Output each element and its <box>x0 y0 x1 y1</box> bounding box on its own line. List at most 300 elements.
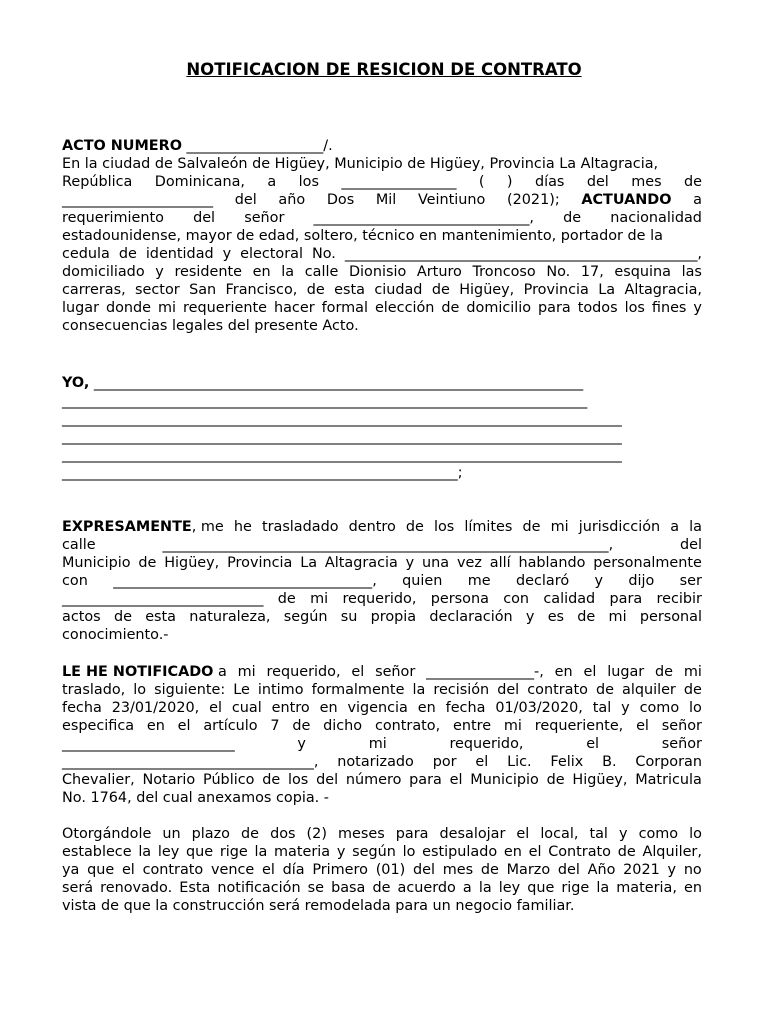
word: cual <box>231 700 262 716</box>
word: de <box>241 826 260 842</box>
word: a <box>693 192 702 208</box>
word: día <box>282 862 305 878</box>
word: Felix <box>550 754 584 770</box>
word: señor <box>244 210 285 226</box>
word: una <box>422 555 450 571</box>
word: ________________________ <box>62 736 235 752</box>
word: del <box>316 772 339 788</box>
word: Dionisio <box>348 264 407 280</box>
word: ___________________________________, <box>62 754 319 770</box>
word: mes <box>442 862 474 878</box>
word: los <box>624 300 645 316</box>
word: lugar <box>62 300 99 316</box>
word: la <box>138 844 152 860</box>
acto-line: estadounidense, mayor de edad, soltero, técnico en mantenimiento, portador de la <box>62 228 663 244</box>
word: para <box>538 300 571 316</box>
word: para <box>409 772 442 788</box>
word: ________________ <box>341 174 457 190</box>
acto-section <box>62 137 702 335</box>
word: ciudad <box>374 282 423 298</box>
word: mi <box>683 664 702 680</box>
word: donde <box>105 300 152 316</box>
acto-paragraph <box>62 155 702 335</box>
word: de <box>522 519 541 535</box>
word: entro <box>271 700 310 716</box>
word: del <box>412 862 435 878</box>
word: requeriente <box>183 300 267 316</box>
word: señor <box>661 718 702 734</box>
word: de <box>113 609 132 625</box>
word: Provincia <box>523 282 589 298</box>
word: notificación <box>217 880 301 896</box>
word: dos <box>270 826 296 842</box>
otorgandole-line <box>62 825 702 843</box>
word: electoral <box>240 246 303 262</box>
word: Provincia <box>227 555 293 571</box>
word: mi <box>237 664 256 680</box>
word: domiciliado <box>62 264 145 280</box>
word: local, <box>540 826 579 842</box>
word: (2) <box>306 826 327 842</box>
word: rige <box>219 844 248 860</box>
word: el <box>121 862 135 878</box>
word: basa <box>331 880 366 896</box>
word: el <box>177 718 191 734</box>
word: Dos <box>326 192 355 208</box>
word: los <box>433 519 455 535</box>
yo-blank-line: ________________________________________________________________________________ <box>62 447 622 463</box>
word: dentro <box>348 519 396 535</box>
word: quien <box>402 573 443 589</box>
acto-line <box>62 263 702 281</box>
word: lo <box>133 682 147 698</box>
word: a <box>670 519 680 535</box>
word: mes <box>631 174 662 190</box>
word: mi <box>368 736 387 752</box>
word: del <box>234 192 257 208</box>
expresamente-section <box>62 518 702 644</box>
word: por <box>432 754 457 770</box>
acto-line <box>62 281 702 299</box>
word: el <box>516 826 530 842</box>
word: intimo <box>257 682 304 698</box>
yo-blank-line: ________________________________________________________________________________ <box>62 411 622 427</box>
word: de <box>683 682 702 698</box>
word: vez <box>456 555 482 571</box>
word: ______________________________________________________________, <box>162 537 614 553</box>
word: contrato <box>527 682 588 698</box>
word: del <box>586 174 609 190</box>
expresamente-line <box>62 554 702 572</box>
word: materia <box>274 844 331 860</box>
notificado-line <box>62 735 702 753</box>
word: y <box>594 573 604 589</box>
notificado-line: No. 1764, del cual anexamos copia. - <box>62 790 329 806</box>
word: en <box>319 700 338 716</box>
word: del <box>680 537 702 553</box>
word: Troncoso <box>472 264 536 280</box>
word: Higüey, <box>459 282 515 298</box>
word: Arturo <box>416 264 462 280</box>
word: 01/03/2020, <box>495 700 583 716</box>
yo-blank-line: _______________________________________________________; <box>62 465 463 481</box>
yo-blank-0: ____________________________________________________________________ <box>93 375 584 391</box>
word: la <box>689 519 702 535</box>
document-title: NOTIFICACION DE RESICION DE CONTRATO <box>186 60 582 79</box>
word: señor <box>375 664 416 680</box>
word: con <box>62 573 88 589</box>
acto-line <box>62 173 702 191</box>
word: (01) <box>375 862 406 878</box>
word: ser <box>679 573 702 589</box>
word: requerido, <box>342 591 417 607</box>
word: esquina <box>614 264 671 280</box>
word: calidad <box>543 591 596 607</box>
word: de <box>480 862 499 878</box>
word: Dominicana, <box>154 174 245 190</box>
word: _______________-, <box>426 664 544 680</box>
word: ( <box>478 174 485 190</box>
acto-line <box>62 299 702 317</box>
word: Higüey, <box>164 555 220 571</box>
word: especifica <box>62 718 135 734</box>
word: señor <box>661 736 702 752</box>
notificado-line <box>62 699 702 717</box>
word: Lic. <box>507 754 532 770</box>
word: mi <box>550 519 569 535</box>
word: requerimiento <box>62 210 164 226</box>
notificado-line <box>62 681 702 699</box>
word: en <box>252 264 271 280</box>
word: ____________________________ <box>62 591 264 607</box>
word: No. <box>546 264 571 280</box>
word: el <box>449 772 463 788</box>
word: Municipio <box>470 772 539 788</box>
word: recibir <box>656 591 702 607</box>
word: fines <box>651 300 687 316</box>
notificado-line <box>62 753 702 771</box>
word: Le <box>233 682 250 698</box>
word: desalojar <box>439 826 506 842</box>
word: en <box>503 844 522 860</box>
notificado-line <box>62 771 702 789</box>
word: del <box>193 210 216 226</box>
acto-line <box>62 191 702 209</box>
word: (2021); <box>507 192 560 208</box>
word: las <box>681 264 702 280</box>
word: la <box>281 264 295 280</box>
word: lo <box>689 826 702 842</box>
word: sector <box>135 282 180 298</box>
word: estipulado <box>422 844 498 860</box>
word: según <box>352 844 396 860</box>
word: 17, <box>580 264 604 280</box>
word: con <box>503 591 530 607</box>
word: No. <box>311 246 336 262</box>
word: de <box>546 772 565 788</box>
word: requerido, <box>266 664 341 680</box>
word: de <box>577 609 596 625</box>
word: calle <box>304 264 339 280</box>
otorgandole-line <box>62 843 702 861</box>
word: domicilio <box>466 300 532 316</box>
word: Esta <box>179 880 211 896</box>
word: he <box>233 519 252 535</box>
expresamente-line <box>62 608 702 626</box>
word: y <box>405 555 415 571</box>
word: siguiente: <box>154 682 226 698</box>
acto-line <box>62 245 702 263</box>
expresamente-line <box>62 572 702 590</box>
word: carreras, <box>62 282 126 298</box>
word: Altagracia <box>324 555 398 571</box>
word: declaró <box>516 573 570 589</box>
word: el <box>209 700 222 716</box>
word: personalmente <box>593 555 702 571</box>
word: formalmente <box>311 682 405 698</box>
word: esta <box>145 609 176 625</box>
word: lugar <box>607 664 645 680</box>
word: del <box>557 862 580 878</box>
word: meses <box>337 826 385 842</box>
word: dicho <box>323 718 363 734</box>
expresamente-line <box>62 536 702 554</box>
word: elección <box>374 300 435 316</box>
word: de <box>118 246 137 262</box>
word: no <box>683 862 702 878</box>
word: de <box>684 174 702 190</box>
word: Chevalier, <box>62 772 135 788</box>
word: de <box>431 282 450 298</box>
acto-line <box>62 209 702 227</box>
word: mi <box>158 300 177 316</box>
word: notarizado <box>337 754 414 770</box>
word: el <box>583 664 597 680</box>
otorgandole-line <box>62 879 702 897</box>
word: traslado, <box>62 682 126 698</box>
word: hacer <box>273 300 315 316</box>
word: de <box>563 210 582 226</box>
word: alquiler <box>622 682 676 698</box>
word: y <box>222 246 232 262</box>
word: _________________________________________________, <box>344 246 702 262</box>
section-label: LE HE NOTIFICADO <box>62 664 214 680</box>
word: renovado. <box>100 880 173 896</box>
word: Primero <box>312 862 368 878</box>
word: la <box>478 880 492 896</box>
otorgandole-paragraph <box>62 825 702 915</box>
word: a <box>462 880 472 896</box>
word: ______________________________, <box>313 210 534 226</box>
word: de <box>292 718 311 734</box>
word: del <box>497 682 520 698</box>
word: ley <box>157 844 180 860</box>
word: de <box>306 282 325 298</box>
word: Municipio <box>62 555 131 571</box>
word: a <box>267 174 277 190</box>
expresamente-first-line <box>62 518 702 536</box>
word: de <box>138 555 157 571</box>
word: Público <box>203 772 255 788</box>
word: _____________________ <box>62 192 214 208</box>
word: de <box>405 519 424 535</box>
word: establece <box>62 844 132 860</box>
word: personal <box>639 609 702 625</box>
word: y <box>297 736 306 752</box>
otorgandole-line <box>62 861 702 879</box>
yo-section <box>62 374 702 482</box>
word: como <box>639 700 680 716</box>
word: persona <box>430 591 489 607</box>
word: fecha <box>62 700 102 716</box>
word: identidad <box>145 246 214 262</box>
word: requeriente, <box>534 718 624 734</box>
word: número <box>345 772 402 788</box>
word: vence <box>210 862 255 878</box>
word: como <box>638 826 679 842</box>
otorgandole-line: vista de que la construcción será remodelada para un negocio familiar. <box>62 898 575 914</box>
word: Notario <box>142 772 196 788</box>
word: de <box>441 300 460 316</box>
word: será <box>62 880 94 896</box>
word: y <box>667 862 677 878</box>
word: su <box>340 609 358 625</box>
notificado-paragraph <box>62 681 702 807</box>
word: el <box>636 718 649 734</box>
word: y <box>155 264 164 280</box>
word: días <box>534 174 565 190</box>
word: requerido, <box>449 736 524 752</box>
word: Mil <box>375 192 397 208</box>
word: acuerdo <box>397 880 456 896</box>
yo-line <box>62 374 702 392</box>
word: rige <box>561 880 590 896</box>
word: los <box>287 772 309 788</box>
word: para <box>395 826 429 842</box>
word: es <box>547 609 565 625</box>
word: Matricula <box>635 772 702 788</box>
word: ACTUANDO <box>581 192 672 208</box>
word: Año <box>587 862 616 878</box>
word: de <box>617 844 636 860</box>
word: de <box>595 682 614 698</box>
word: de <box>262 772 281 788</box>
word: y <box>336 844 346 860</box>
expresamente-paragraph <box>62 536 702 644</box>
word: el <box>586 736 600 752</box>
notificado-section <box>62 663 702 807</box>
word: en <box>417 700 436 716</box>
word: lo <box>402 844 416 860</box>
word: materia, <box>616 880 677 896</box>
yo-label: YO, <box>62 375 90 391</box>
word: año <box>278 192 306 208</box>
word: dijo <box>628 573 655 589</box>
word: todos <box>577 300 618 316</box>
word: el <box>528 844 542 860</box>
word: cedula <box>62 246 110 262</box>
word: esta <box>334 282 365 298</box>
word: jurisdicción <box>578 519 661 535</box>
word: declaración <box>429 609 513 625</box>
word: para <box>609 591 643 607</box>
expresamente-line <box>62 590 702 608</box>
yo-blank-line: _________________________________________________________________________ <box>62 393 588 409</box>
word: nacionalidad <box>610 210 702 226</box>
word: en <box>683 880 702 896</box>
word: calle <box>62 537 96 553</box>
word: 7 <box>270 718 280 734</box>
acto-number-line <box>62 137 702 155</box>
word: contrato <box>142 862 204 878</box>
word: fecha <box>445 700 486 716</box>
word: 2021 <box>623 862 660 878</box>
word: un <box>162 826 181 842</box>
word: límites <box>464 519 513 535</box>
word: ) <box>506 174 513 190</box>
word: la <box>596 880 610 896</box>
word: actos <box>62 609 101 625</box>
word: los <box>298 174 319 190</box>
word: allí <box>489 555 511 571</box>
word: Veintiuno <box>417 192 486 208</box>
word: mi <box>310 591 329 607</box>
word: ya <box>62 862 80 878</box>
word: tal <box>589 826 608 842</box>
yo-blank-line: ________________________________________________________________________________ <box>62 429 622 445</box>
word: La <box>598 282 616 298</box>
word: hablando <box>518 555 586 571</box>
word: mi <box>503 718 522 734</box>
word: en <box>146 718 165 734</box>
acto-line: En la ciudad de Salvaleón de Higüey, Municipio de Higüey, Provincia La Altagracia, <box>62 156 659 172</box>
word: propia <box>370 609 417 625</box>
word: vigencia <box>347 700 408 716</box>
word: y <box>618 826 628 842</box>
word: B. <box>602 754 617 770</box>
acto-line: consecuencias legales del presente Acto. <box>62 318 359 334</box>
word: trasladado <box>261 519 339 535</box>
word: plazo <box>191 826 230 842</box>
word: Contrato <box>548 844 611 860</box>
word: formal <box>321 300 368 316</box>
word: contrato, <box>374 718 441 734</box>
word: el <box>351 664 365 680</box>
word: naturaleza, <box>189 609 271 625</box>
word: el <box>262 862 275 878</box>
word: la <box>254 844 268 860</box>
word: se <box>307 880 325 896</box>
otorgandole-section <box>62 825 702 915</box>
word: artículo <box>203 718 258 734</box>
word: entre <box>453 718 492 734</box>
word: ____________________________________, <box>113 573 377 589</box>
word: EXPRESAMENTE, me <box>62 519 224 535</box>
word: en <box>554 664 573 680</box>
word: LE HE NOTIFICADO a <box>62 664 227 680</box>
word: y <box>693 300 702 316</box>
word: que <box>527 880 555 896</box>
word: según <box>283 609 328 625</box>
word: que <box>87 862 115 878</box>
word: Corporan <box>635 754 702 770</box>
word: Otorgándole <box>62 826 152 842</box>
word: San <box>189 282 217 298</box>
word: Altagracia, <box>624 282 702 298</box>
notificado-line <box>62 717 702 735</box>
word: tal <box>592 700 612 716</box>
section-label: EXPRESAMENTE <box>62 519 192 535</box>
